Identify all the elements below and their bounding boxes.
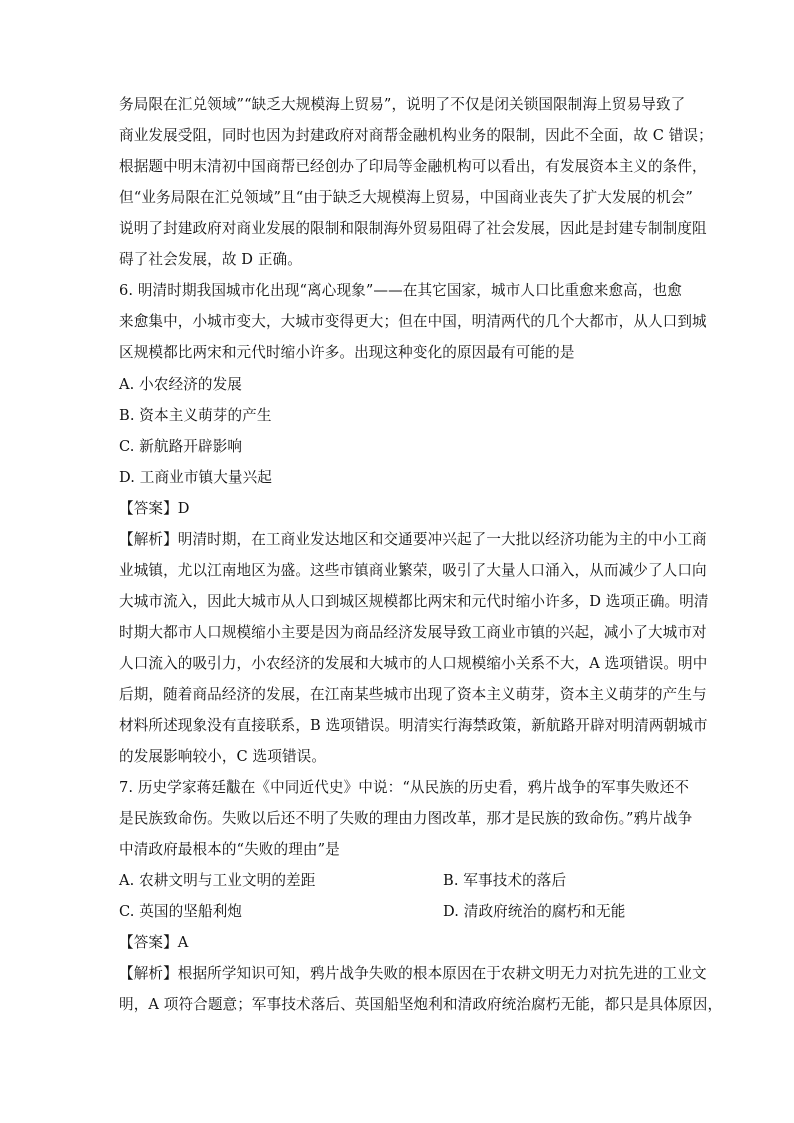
prev-analysis-line: 商业发展受阻，同时也因为封建政府对商帮金融机构业务的限制，因此不全面，故 C 错误； — [119, 127, 713, 144]
q6-analysis-line: 大城市流入，因此大城市从人口到城区规模都比两宋和元代时缩小许多，D 选项正确。明清 — [119, 593, 709, 610]
prev-analysis-line: 但“业务局限在汇兑领域”且“由于缺乏大规模海上贸易，中国商业丧失了扩大发展的机会” — [119, 189, 693, 206]
q6-analysis-line: 后期，随着商品经济的发展，在江南某些城市出现了资本主义萌芽，资本主义萌芽的产生与 — [119, 686, 707, 703]
q7-option-a: A. 农耕文明与工业文明的差距 — [119, 872, 316, 889]
prev-analysis-line: 碍了社会发展，故 D 正确。 — [119, 251, 302, 268]
q7-option-c: C. 英国的坚船利炮 — [119, 903, 243, 920]
q6-analysis-line: 业城镇，尤以江南地区为盛。这些市镇商业繁荣，吸引了大量人口涌入，从而减少了人口向 — [119, 562, 707, 579]
q6-analysis-line: 的发展影响较小，C 选项错误。 — [119, 748, 327, 765]
q6-answer: 【答案】D — [119, 500, 190, 517]
q6-option-b: B. 资本主义萌芽的产生 — [119, 407, 272, 424]
q7-stem-line: 是民族致命伤。失败以后还不明了失败的理由力图改革，那才是民族的致命伤。”鸦片战争 — [119, 810, 693, 827]
q6-analysis-line: 【解析】明清时期，在工商业发达地区和交通要冲兴起了一大批以经济功能为主的中小工商 — [119, 531, 707, 548]
prev-analysis-line: 务局限在汇兑领域”“缺乏大规模海上贸易”，说明了不仅是闭关锁国限制海上贸易导致了 — [119, 96, 686, 113]
q7-answer: 【答案】A — [119, 934, 189, 951]
q7-stem-line: 7. 历史学家蒋廷黻在《中同近代史》中说：“从民族的历史看，鸦片战争的军事失败还不 — [119, 779, 690, 796]
q7-option-b: B. 军事技术的落后 — [443, 872, 567, 889]
q6-option-c: C. 新航路开辟影响 — [119, 438, 243, 455]
q6-option-a: A. 小农经济的发展 — [119, 376, 242, 393]
q6-stem-line: 区规模都比两宋和元代时缩小许多。出现这种变化的原因最有可能的是 — [119, 344, 575, 361]
q7-analysis-line: 明，A 项符合题意；军事技术落后、英国船坚炮利和清政府统治腐朽无能，都只是具体原因， — [119, 996, 723, 1013]
q6-analysis-line: 人口流入的吸引力，小农经济的发展和大城市的人口规模缩小关系不大，A 选项错误。明中 — [119, 655, 708, 672]
q6-analysis-line: 材料所述现象没有直接联系，B 选项错误。明清实行海禁政策，新航路开辟对明清两朝城市 — [119, 717, 708, 734]
prev-analysis-line: 根据题中明末清初中国商帮已经创办了印局等金融机构可以看出，有发展资本主义的条件， — [119, 158, 707, 175]
q7-stem-line: 中清政府最根本的“失败的理由”是 — [119, 841, 340, 858]
q7-analysis-line: 【解析】根据所学知识可知，鸦片战争失败的根本原因在于农耕文明无力对抗先进的工业文 — [119, 965, 707, 982]
q6-option-d: D. 工商业市镇大量兴起 — [119, 469, 273, 486]
q7-option-d: D. 清政府统治的腐朽和无能 — [443, 903, 626, 920]
q6-analysis-line: 时期大都市人口规模缩小主要是因为商品经济发展导致工商业市镇的兴起，减小了大城市对 — [119, 624, 707, 641]
q6-stem-line: 6. 明清时期我国城市化出现“离心现象”——在其它国家，城市人口比重愈来愈高，也愈 — [119, 282, 682, 299]
prev-analysis-line: 说明了封建政府对商业发展的限制和限制海外贸易阻碍了社会发展，因此是封建专制制度阻 — [119, 220, 707, 237]
q6-stem-line: 来愈集中，小城市变大，大城市变得更大；但在中国，明清两代的几个大都市，从人口到城 — [119, 313, 707, 330]
